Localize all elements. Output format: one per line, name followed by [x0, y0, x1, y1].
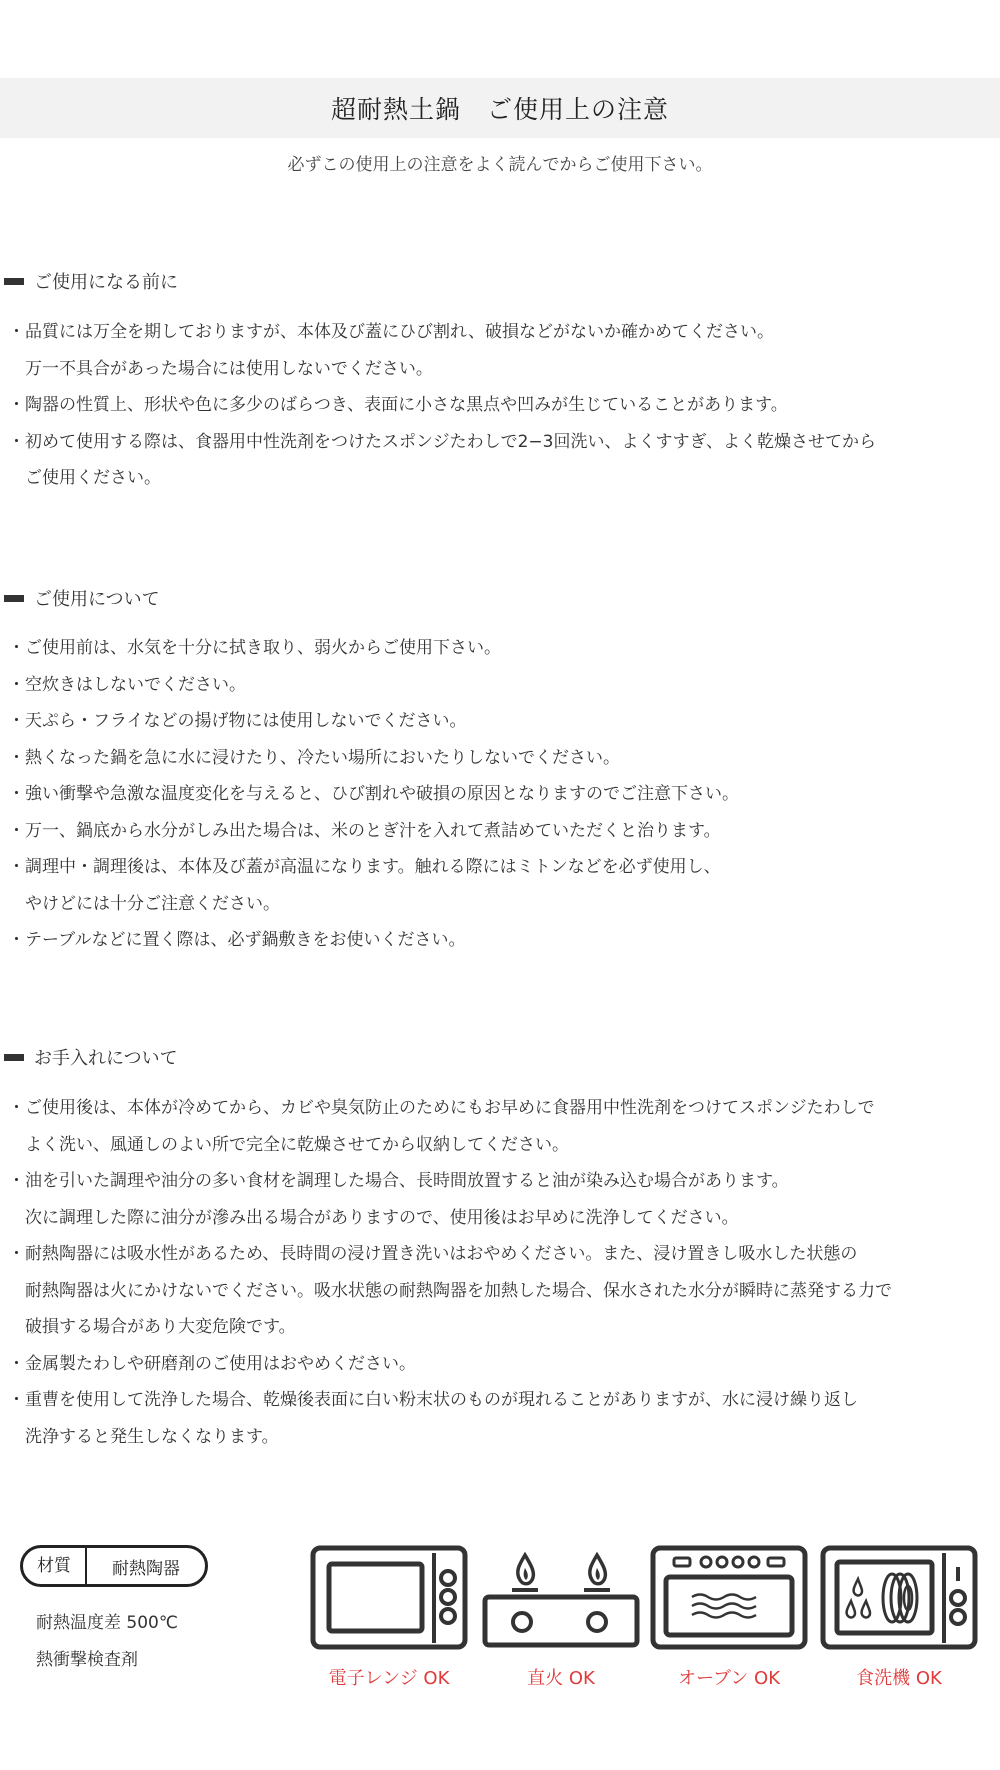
list-item: ・耐熱陶器には吸水性があるため、長時間の浸け置き洗いはおやめください。また、浸け置きし吸水した状態の 耐熱陶器は火にかけないでください。吸水状態の耐熱陶器を加熱した場合、保水された水分が瞬時に蒸発する力で 破損する場合があり大変危険です。 — [8, 1244, 892, 1337]
section-heading-text: ご使用について — [34, 589, 160, 610]
list-item: ・ご使用後は、本体が冷めてから、カビや臭気防止のためにもお早めに食器用中性洗剤をつけてスポンジたわしで よく洗い、風通しのよい所で完全に乾燥させてから収納してください。 — [8, 1098, 875, 1155]
list-item: ・陶器の性質上、形状や色に多少のばらつき、表面に小さな黒点や凹みが生じていることがあります。 — [8, 395, 788, 415]
section-heading-text: ご使用になる前に — [34, 272, 178, 293]
heat-resistance-spec: 耐熱温度差 500℃ — [36, 1613, 178, 1633]
page-title — [0, 78, 1000, 138]
list-item: ・金属製たわしや研磨剤のご使用はおやめください。 — [8, 1353, 416, 1374]
direct-fire-ok-label: 直火 OK — [527, 1668, 595, 1689]
section-heading-before-use — [4, 268, 178, 294]
list-item: ・天ぷら・フライなどの揚げ物には使用しないでください。 — [8, 711, 467, 731]
dishwasher-icon — [820, 1545, 978, 1654]
section-bar-marker — [4, 1054, 24, 1061]
section-list-usage — [8, 630, 739, 959]
list-item: ・油を引いた調理や油分の多い食材を調理した場合、長時間放置すると油が染み込む場合があります。 次に調理した際に油分が滲み出る場合がありますので、使用後はお早めに洗浄してください。 — [8, 1171, 789, 1228]
oven-ok-label: オーブン OK — [677, 1668, 781, 1689]
material-badge — [20, 1545, 208, 1587]
list-item: ・ご使用前は、水気を十分に拭き取り、弱火からご使用下さい。 — [8, 638, 501, 658]
thermal-shock-spec: 熱衝撃検査剤 — [36, 1650, 138, 1670]
list-item: ・万一、鍋底から水分がしみ出た場合は、米のとぎ汁を入れて煮詰めていただくと治ります。 — [8, 820, 721, 841]
page-title-text: 超耐熱土鍋 ご使用上の注意 — [330, 95, 669, 124]
section-list-before-use — [8, 314, 876, 497]
list-item: ・調理中・調理後は、本体及び蓋が高温になります。触れる際にはミトンなどを必ず使用し、 やけどには十分ご注意ください。 — [8, 857, 721, 914]
section-bar-marker — [4, 278, 24, 285]
list-item: ・初めて使用する際は、食器用中性洗剤をつけたスポンジたわしで2−3回洗い、よくすすぎ、よく乾燥させてから ご使用ください。 — [8, 431, 876, 488]
microwave-ok-label: 電子レンジ OK — [328, 1668, 450, 1689]
list-item: ・空炊きはしないでください。 — [8, 674, 246, 695]
section-heading-text: お手入れについて — [34, 1048, 178, 1069]
list-item: ・品質には万全を期しておりますが、本体及び蓋にひび割れ、破損などがないか確かめてください。 万一不具合があった場合には使用しないでください。 — [8, 322, 775, 379]
list-item: ・熱くなった鍋を急に水に浸けたり、冷たい場所においたりしないでください。 — [8, 747, 620, 768]
page-subtitle: 必ずこの使用上の注意をよく読んでからご使用下さい。 — [287, 155, 713, 175]
material-value: 耐熱陶器 — [112, 1558, 180, 1579]
material-label: 材質 — [23, 1548, 87, 1584]
list-item: ・強い衝撃や急激な温度変化を与えると、ひび割れや破損の原因となりますのでご注意下さい。 — [8, 784, 739, 804]
section-heading-care — [4, 1044, 178, 1070]
microwave-icon — [310, 1545, 468, 1654]
dishwasher-ok-label: 食洗機 OK — [856, 1668, 942, 1689]
oven-icon — [650, 1545, 808, 1654]
section-heading-usage — [4, 585, 160, 611]
section-list-care — [8, 1090, 892, 1455]
section-bar-marker — [4, 595, 24, 602]
list-item: ・重曹を使用して洗浄した場合、乾燥後表面に白い粉末状のものが現れることがありますが、水に浸け繰り返し 洗浄すると発生しなくなります。 — [8, 1390, 858, 1447]
list-item: ・テーブルなどに置く際は、必ず鍋敷きをお使いください。 — [8, 930, 466, 950]
gas-stove-icon — [482, 1545, 640, 1654]
